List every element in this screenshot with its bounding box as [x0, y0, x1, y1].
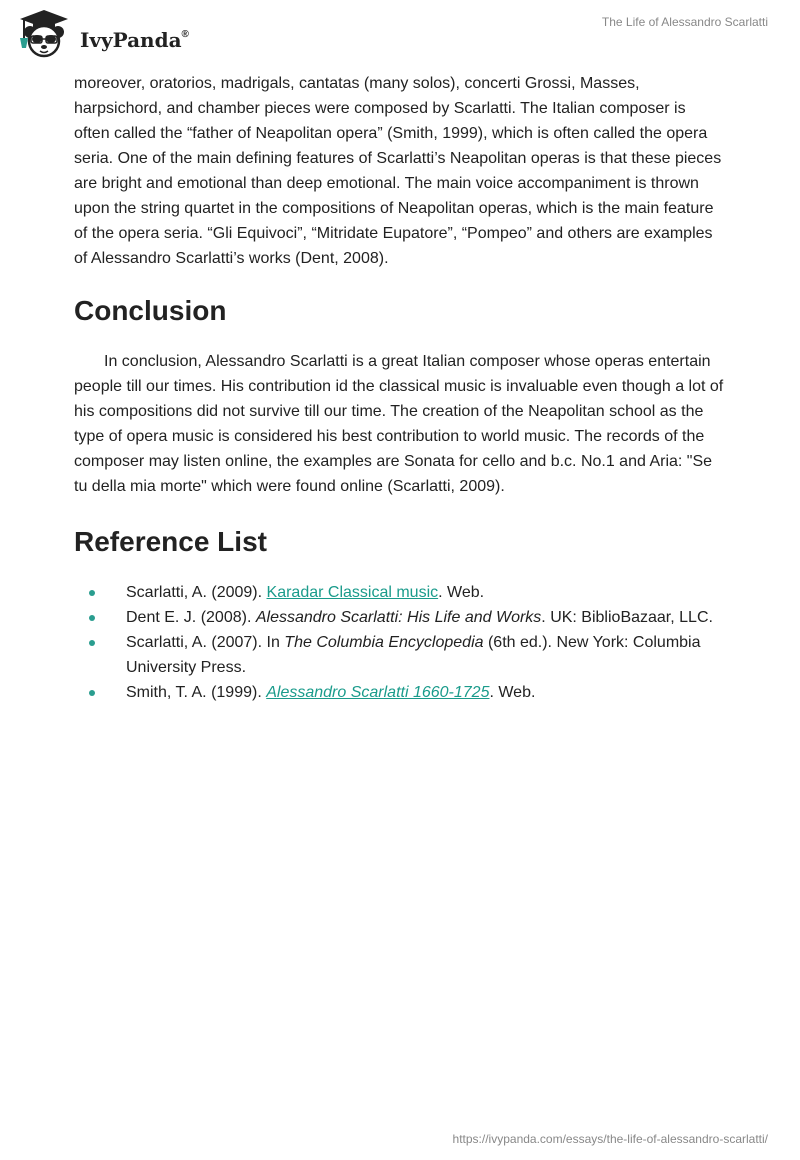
reference-item	[74, 680, 724, 705]
brand-name: IvyPanda®	[80, 28, 189, 52]
reference-text: (6th ed.). New York: Columbia University Press.	[126, 634, 701, 676]
reference-title: Alessandro Scarlatti: His Life and Works	[255, 609, 542, 626]
reference-link-smith[interactable]: Alessandro Scarlatti 1660-1725	[266, 684, 490, 701]
reference-text: Scarlatti, A. (2009).	[126, 584, 267, 601]
reference-text: Smith, T. A. (1999).	[126, 684, 267, 701]
reference-text: Dent E. J. (2008).	[126, 609, 256, 626]
reference-title: The Columbia Encyclopedia	[284, 634, 484, 651]
document-title: The Life of Alessandro Scarlatti	[601, 15, 768, 29]
bullet-icon	[89, 690, 95, 696]
registered-mark: ®	[181, 29, 189, 41]
page-header	[0, 0, 800, 70]
conclusion-heading: Conclusion	[74, 295, 227, 326]
reference-item	[74, 580, 724, 605]
reference-link-karadar[interactable]: Karadar Classical music	[266, 584, 439, 601]
footer-url: https://ivypanda.com/essays/the-life-of-alessandro-scarlatti/	[452, 1132, 768, 1146]
reference-item	[74, 605, 724, 630]
reference-item	[74, 630, 724, 680]
panda-mascot-icon	[14, 8, 76, 60]
ivypanda-logo[interactable]	[14, 8, 214, 60]
reference-list	[74, 580, 724, 705]
reference-text: . Web.	[489, 684, 536, 701]
reference-list-heading: Reference List	[74, 526, 267, 557]
reference-text: . UK: BiblioBazaar, LLC.	[541, 609, 713, 626]
body-paragraph: moreover, oratorios, madrigals, cantatas (many solos), concerti Grossi, Masses, harpsichord, and chamber pieces were composed by Scarlatti. The Italian composer is often called the “father of Neapolitan opera” (Smith, 1999), which is often called the opera seria. One of the main defining features of Scarlatti’s Neapolitan operas is that these pieces are bright and emotional than deep emotional. The main voice accompaniment is thrown upon the string quartet in the compositions of Neapolitan operas, which is the main feature of the opera seria. “Gli Equivoci”, “Mitridate Eupatore”, “Pompeo” and others are examples of Alessandro Scarlatti’s works (Dent, 2008).	[74, 75, 722, 267]
reference-text: . Web.	[438, 584, 485, 601]
reference-text: Scarlatti, A. (2007). In	[126, 634, 285, 651]
bullet-icon	[89, 615, 95, 621]
conclusion-paragraph: In conclusion, Alessandro Scarlatti is a great Italian composer whose operas entertain people till our times. His contribution id the classical music is invaluable even though a lot of his compositions did not survive till our time. The creation of the Neapolitan school as the type of opera music is considered his best contribution to world music. The records of the composer may listen online, the examples are Sonata for cello and b.c. No.1 and Aria: "Se tu della mia morte" which were found online (Scarlatti, 2009).	[74, 353, 724, 495]
bullet-icon	[89, 640, 95, 646]
essay-content	[74, 71, 724, 705]
bullet-icon	[89, 590, 95, 596]
